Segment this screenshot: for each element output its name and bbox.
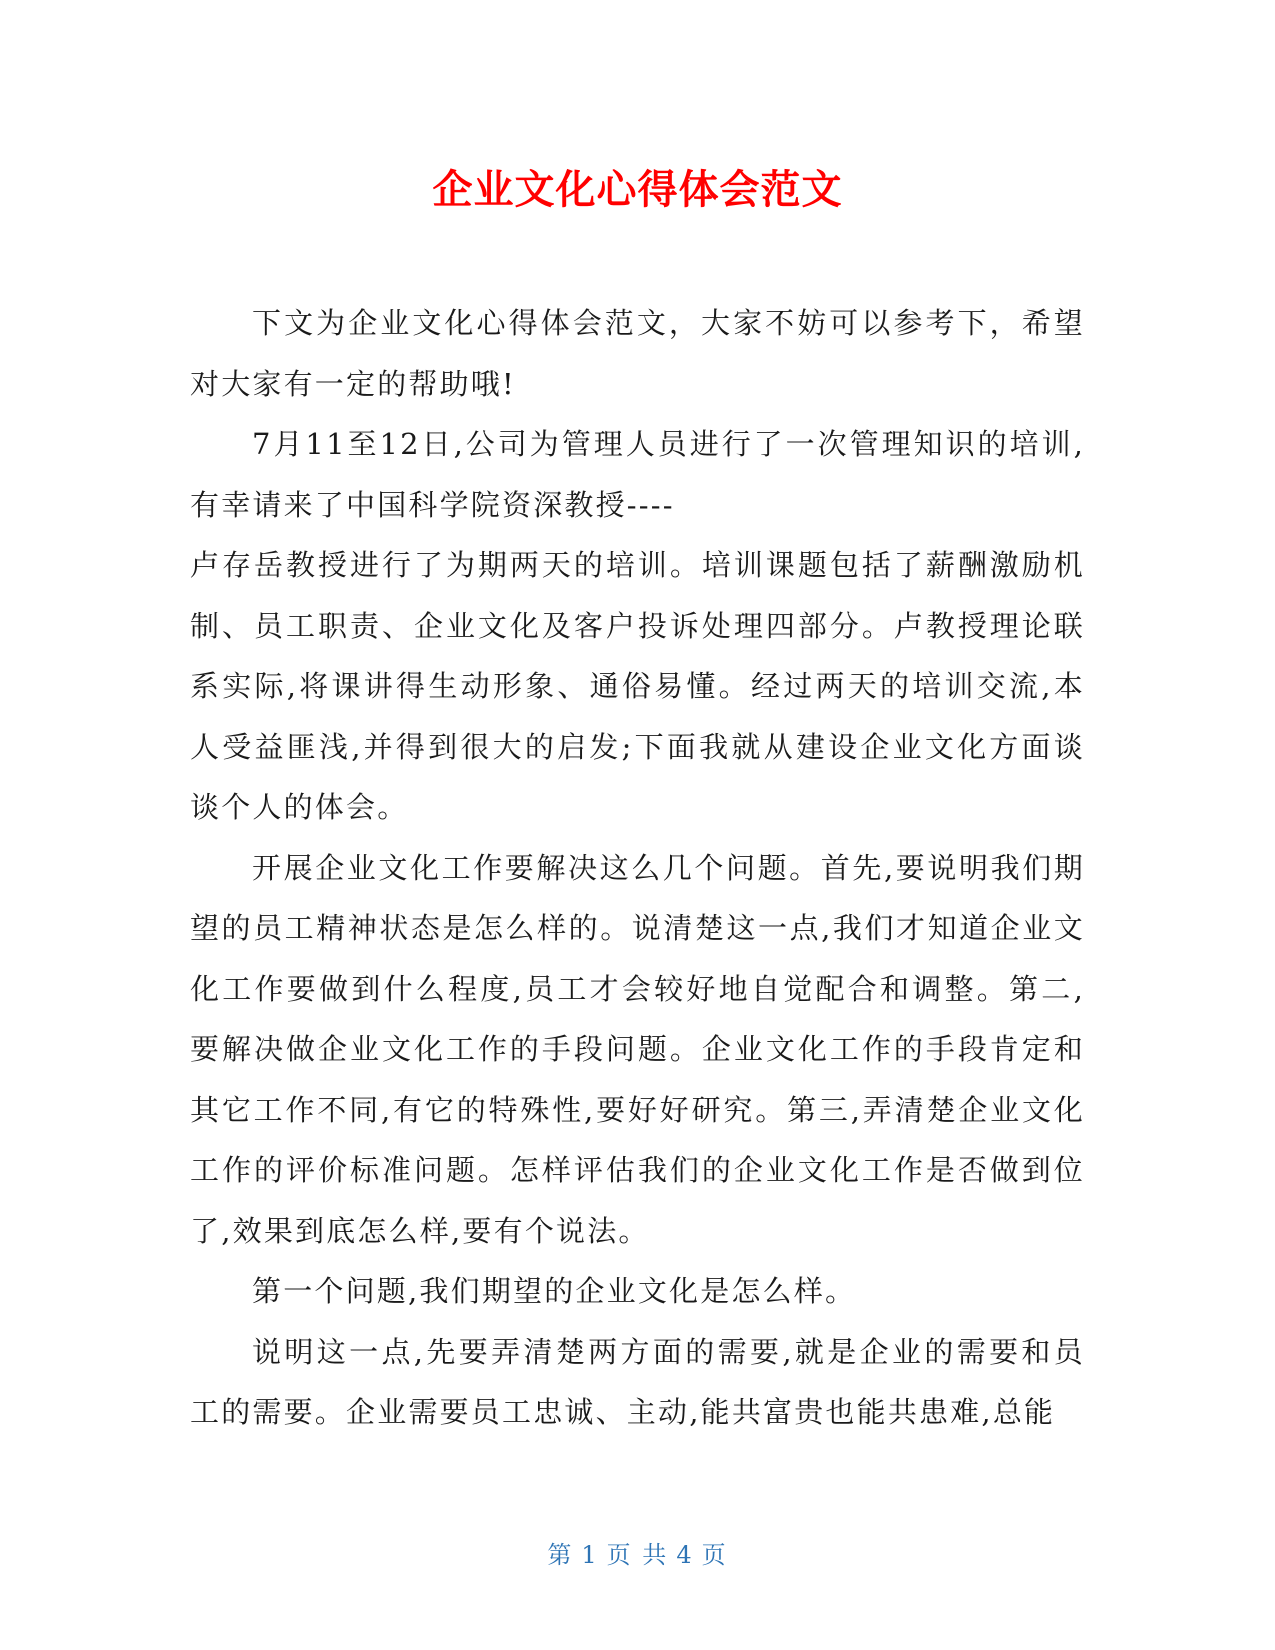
paragraph-training-date: 7月11至12日,公司为管理人员进行了一次管理知识的培训,有幸请来了中国科学院资深教授---- [190, 427, 1085, 522]
paragraph-needs: 说明这一点,先要弄清楚两方面的需要,就是企业的需要和员工的需要。企业需要员工忠诚、主动,能共富贵也能共患难,总能 [190, 1334, 1085, 1429]
footer-label-of: 页 共 [606, 1541, 669, 1569]
footer-label-page: 第 [547, 1541, 574, 1569]
footer-current-page: 1 [581, 1541, 599, 1569]
document-title: 企业文化心得体会范文 [432, 167, 843, 213]
footer-label-end: 页 [701, 1541, 728, 1569]
paragraph-culture-issues: 开展企业文化工作要解决这么几个问题。首先,要说明我们期望的员工精神状态是怎么样的。说清楚这一点,我们才知道企业文化工作要做到什么程度,员工才会较好地自觉配合和调整。第二,要解决做企业文化工作的手段问题。企业文化工作的手段肯定和其它工作不同,有它的特殊性,要好好研究。第三,弄清楚企业文化工作的评价标准问题。怎样评估我们的企业文化工作是否做到位了,效果到底怎么样,要有个说法。 [190, 850, 1085, 1248]
paragraph-training-content: 卢存岳教授进行了为期两天的培训。培训课题包括了薪酬激励机制、员工职责、企业文化及客户投诉处理四部分。卢教授理论联系实际,将课讲得生动形象、通俗易懂。经过两天的培训交流,本人受益匪浅,并得到很大的启发;下面我就从建设企业文化方面谈谈个人的体会。 [190, 548, 1085, 824]
document-body [190, 293, 1085, 1443]
paragraph-first-question: 第一个问题,我们期望的企业文化是怎么样。 [252, 1274, 857, 1308]
footer-total-pages: 4 [676, 1541, 694, 1569]
page-footer [0, 1540, 1275, 1570]
paragraph-intro: 下文为企业文化心得体会范文，大家不妨可以参考下，希望对大家有一定的帮助哦! [190, 306, 1085, 401]
